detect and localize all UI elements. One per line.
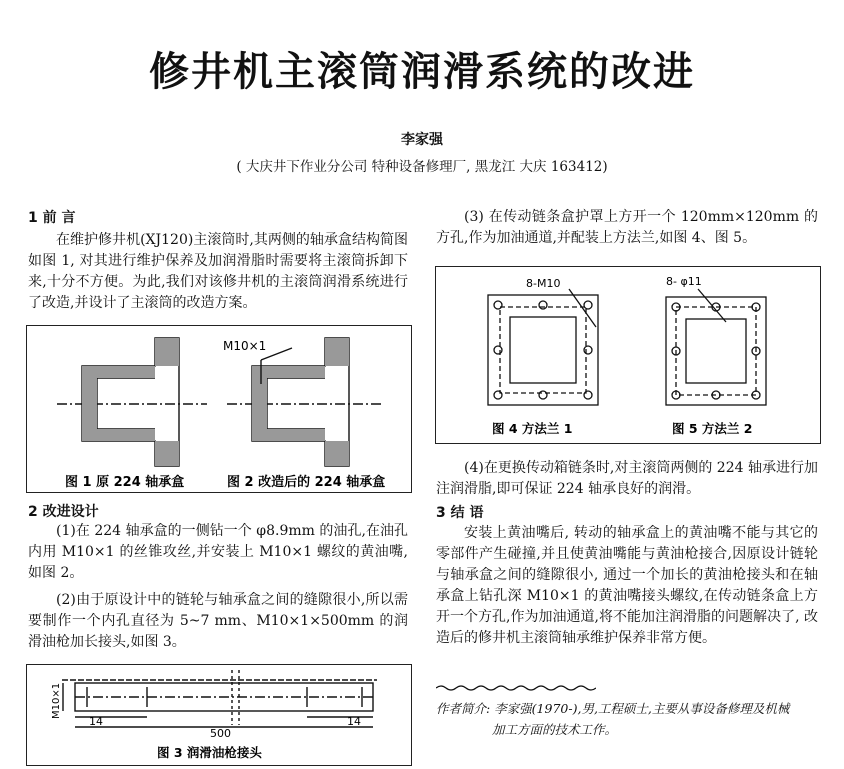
fig4-drawing [488, 289, 598, 405]
author-name: 李家强 [401, 132, 443, 148]
section-2-para-1: (1)在 224 轴承盒的一侧钻一个 φ8.9mm 的油孔,在油孔内用 M10×1 的丝锥攻丝,并安装上 M10×1 螺纹的黄油嘴,如图 2。 [28, 523, 408, 581]
author-bio-line-1: 作者简介: 李家强(1970-),男,工程硕士,主要从事设备修理及机械 [436, 701, 790, 716]
figure-1-2-box [26, 325, 412, 493]
figure-3-box [26, 664, 412, 766]
section-2-para-3: (3) 在传动链条盒护罩上方开一个 120mm×120mm 的方孔,作为加油通道,并配装上方法兰,如图 4、图 5。 [436, 209, 818, 246]
section-2-body [28, 521, 408, 653]
fig1-drawing [57, 338, 207, 466]
fig3-dim-left: 14 [89, 715, 103, 728]
section-1-text: 在维护修井机(XJ120)主滚筒时,其两侧的轴承盒结构简图如图 1, 对其进行维护保养及加润滑脂时需要将主滚筒拆卸下来,十分不方便。为此,我们对该修井机的主滚筒润滑系统进行了改造,并设计了主滚筒的改造方案。 [28, 232, 408, 311]
paper-title: 修井机主滚筒润滑系统的改进 [149, 49, 695, 95]
section-2-para-2: (2)由于原设计中的链轮与轴承盒之间的缝隙很小,所以需要制作一个内孔直径为 5~7 mm、M10×1×500mm 的润滑油枪加长接头,如图 3。 [28, 592, 408, 650]
author-affiliation: ( 大庆井下作业分公司 特种设备修理厂, 黑龙江 大庆 163412) [236, 159, 608, 175]
bio-divider [436, 684, 596, 692]
fig3-caption: 图 3 润滑油枪接头 [157, 745, 262, 760]
author-bio-line-2: 加工方面的技术工作。 [492, 722, 618, 737]
author-bio [436, 698, 826, 740]
fig2-drawing [227, 338, 382, 466]
fig5-drawing [666, 289, 766, 405]
fig4-label: 8-M10 [526, 277, 561, 290]
fig4-caption: 图 4 方法兰 1 [492, 421, 573, 436]
section-2-para-4: (4)在更换传动箱链条时,对主滚筒两侧的 224 轴承进行加注润滑脂,即可保证 224 轴承良好的润滑。 [436, 460, 818, 497]
fig5-label: 8- φ11 [666, 275, 702, 288]
section-1-body [28, 230, 408, 314]
bearing-box-drawing [27, 326, 411, 492]
section-3-text: 安装上黄油嘴后, 转动的轴承盒上的黄油嘴不能与其它的零部件产生碰撞,并且使黄油嘴能与黄油枪接合,因原设计链轮与轴承盒之间的缝隙很小, 通过一个加长的黄油枪接头和在轴承盒上钻孔深 M10×1 的黄油嘴接头螺纹,在传动链条盒上方开一个方孔,作为加油通道,将不能加注润滑脂的问题解决了, 改造后的修井机主滚筒轴承维护保养非常方便。 [436, 525, 818, 646]
section-3-body [436, 523, 818, 649]
fig2-label: M10×1 [223, 339, 267, 353]
fig1-caption: 图 1 原 224 轴承盒 [65, 475, 185, 490]
section-3-heading: 3 结 语 [436, 505, 484, 521]
section-2-body-end [436, 458, 818, 500]
section-2-body-continued [436, 207, 818, 249]
fig3-side-label: M10×1 [51, 682, 62, 719]
figure-4-5-box [435, 266, 821, 444]
fig3-dim-right: 14 [347, 715, 361, 728]
section-2-heading: 2 改进设计 [28, 504, 99, 520]
grease-gun-joint-drawing [27, 665, 411, 765]
fig3-dim-mid: 500 [210, 727, 231, 740]
section-1-heading: 1 前 言 [28, 210, 76, 226]
fig2-caption: 图 2 改造后的 224 轴承盒 [227, 475, 386, 490]
flange-drawing [436, 267, 820, 443]
fig5-caption: 图 5 方法兰 2 [672, 421, 753, 436]
